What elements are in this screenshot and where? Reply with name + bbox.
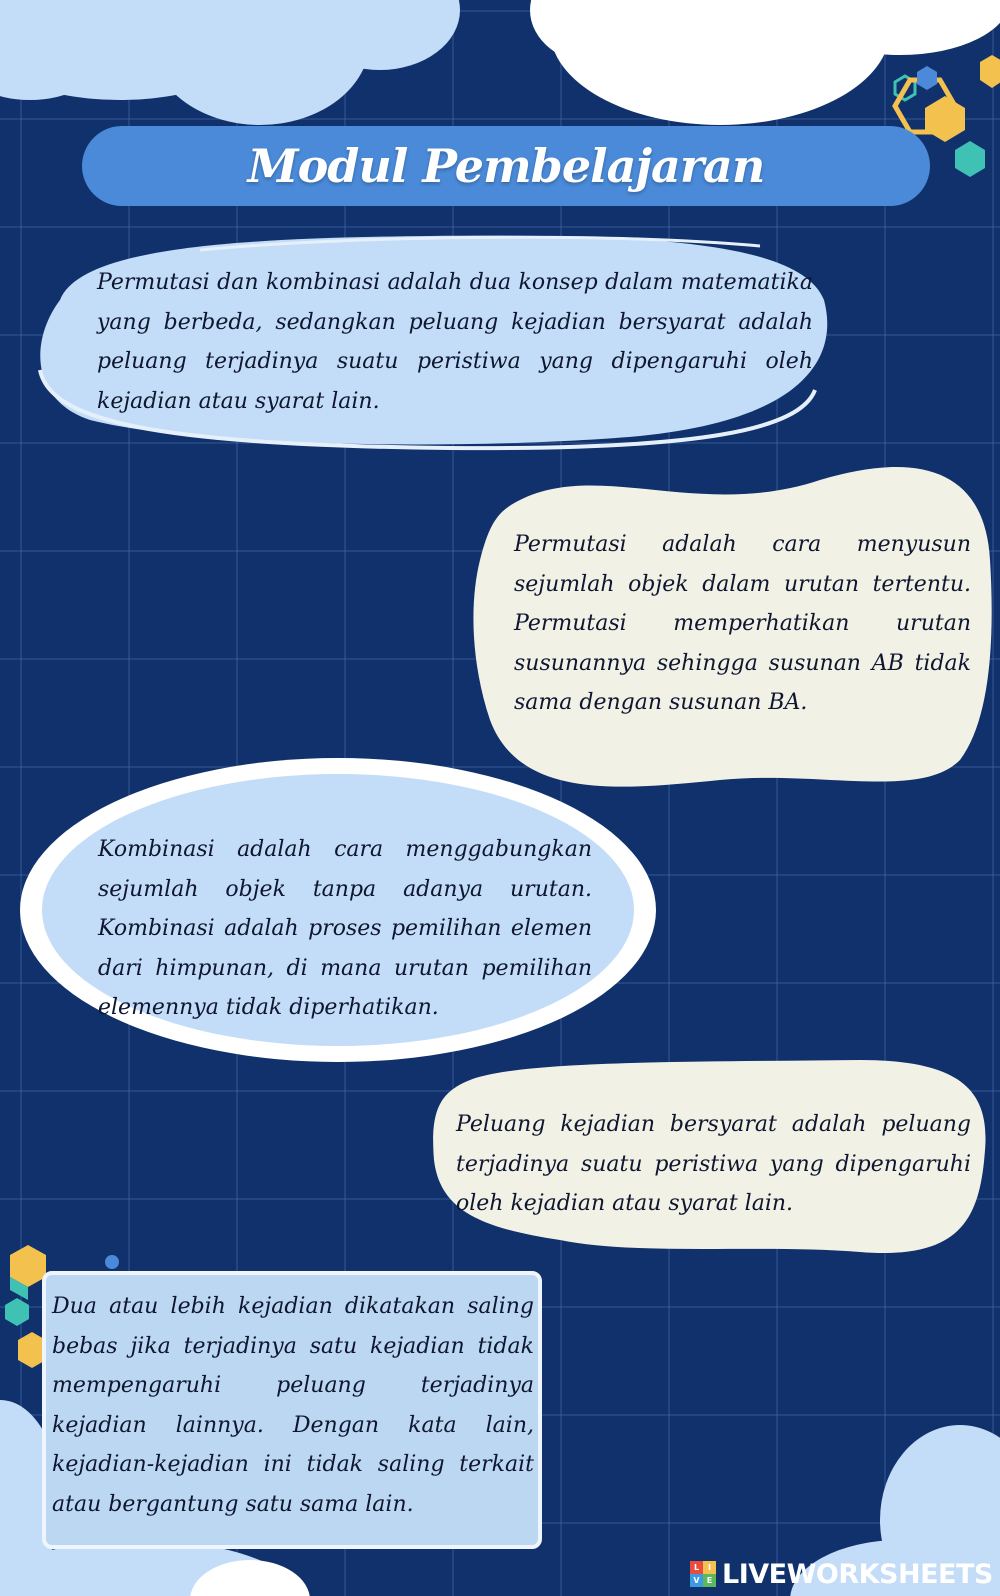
liveworksheets-brand: LIVEWORKSHEETS (722, 1558, 993, 1590)
peluang-bersyarat-paragraph: Peluang kejadian bersyarat adalah peluang terjadinya suatu peristiwa yang dipengaruhi oleh kejadian atau syarat lain. (456, 1112, 971, 1217)
logo-letter: V (690, 1574, 703, 1587)
kombinasi-paragraph: Kombinasi adalah cara menggabungkan sejumlah objek tanpa adanya urutan. Kombinasi adalah proses pemilihan elemen dari himpunan, di mana urutan pemilihan elemennya tidak diperhatikan. (98, 837, 592, 1021)
intro-paragraph: Permutasi dan kombinasi adalah dua konsep dalam matematika yang berbeda, sedangkan peluang kejadian bersyarat adalah peluang terjadinya suatu peristiwa yang dipengaruhi oleh kejadian atau syarat lain. (97, 270, 813, 414)
cloud-top-left (0, 0, 460, 125)
saling-bebas-paragraph: Dua atau lebih kejadian dikatakan saling bebas jika terjadinya satu kejadian tidak mempengaruhi peluang terjadinya kejadian lainnya. Dengan kata lain, kejadian-kejadian ini tidak saling terkait atau bergantung satu sama lain. (52, 1294, 534, 1517)
logo-letter: L (690, 1561, 703, 1574)
page-title: Modul Pembelajaran (247, 139, 765, 193)
logo-letter: E (703, 1574, 716, 1587)
liveworksheets-logo-icon (690, 1561, 716, 1587)
liveworksheets-footer[interactable] (690, 1557, 993, 1591)
permutasi-paragraph: Permutasi adalah cara menyusun sejumlah objek dalam urutan tertentu. Permutasi memperhatikan urutan susunannya sehingga susunan AB tidak sama dengan susunan BA. (514, 532, 971, 716)
logo-letter: I (703, 1561, 716, 1574)
